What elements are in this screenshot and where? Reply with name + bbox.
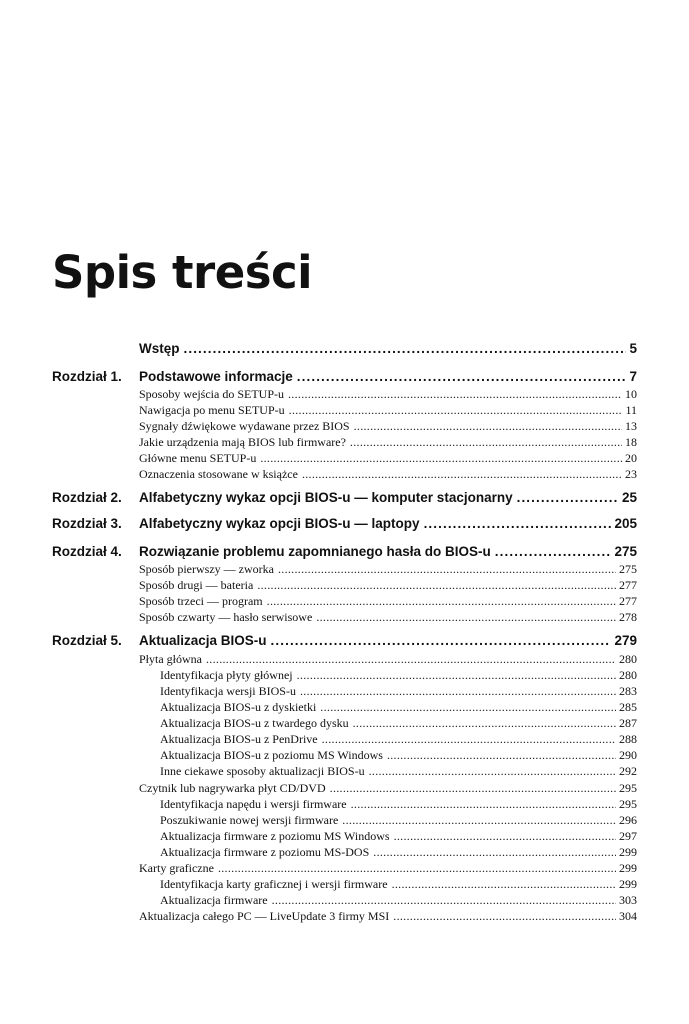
chapter-label: Rozdział 1. bbox=[52, 369, 122, 384]
dot-leader bbox=[320, 700, 616, 715]
toc-page-number: 292 bbox=[619, 764, 637, 778]
toc-chapter-entry bbox=[139, 544, 637, 559]
toc-subentry bbox=[160, 732, 637, 747]
dot-leader bbox=[260, 451, 622, 466]
dot-leader bbox=[271, 633, 612, 648]
dot-leader bbox=[288, 387, 622, 402]
toc-entry-title: Aktualizacja BIOS-u z poziomu MS Windows bbox=[160, 748, 383, 762]
dot-leader bbox=[387, 748, 616, 763]
toc-subentry bbox=[139, 403, 637, 418]
toc-page-number: 5 bbox=[629, 341, 637, 356]
toc-entry-title: Czytnik lub nagrywarka płyt CD/DVD bbox=[139, 781, 326, 795]
toc-page-number: 280 bbox=[619, 652, 637, 666]
toc-page-number: 205 bbox=[614, 516, 637, 531]
toc-subentry bbox=[160, 845, 637, 860]
dot-leader bbox=[272, 893, 616, 908]
toc-entry-title: Rozwiązanie problemu zapomnianego hasła do BIOS-u bbox=[139, 544, 491, 559]
dot-leader bbox=[517, 490, 619, 505]
toc-subentry bbox=[160, 764, 637, 779]
toc-subentry bbox=[160, 684, 637, 699]
toc-page-number: 297 bbox=[619, 829, 637, 843]
dot-leader bbox=[373, 845, 616, 860]
toc-page-number: 299 bbox=[619, 845, 637, 859]
toc-entry-title: Alfabetyczny wykaz opcji BIOS-u — laptopy bbox=[139, 516, 420, 531]
toc-page-number: 13 bbox=[625, 419, 637, 433]
toc-page-number: 279 bbox=[614, 633, 637, 648]
toc-entry-title: Identyfikacja napędu i wersji firmware bbox=[160, 797, 347, 811]
toc-entry-title: Aktualizacja BIOS-u bbox=[139, 633, 267, 648]
toc-page-number: 303 bbox=[619, 893, 637, 907]
toc-entry-title: Aktualizacja BIOS-u z dyskietki bbox=[160, 700, 317, 714]
chapter-label: Rozdział 3. bbox=[52, 516, 122, 531]
toc-subentry bbox=[139, 435, 637, 450]
dot-leader bbox=[206, 652, 616, 667]
toc-page-number: 295 bbox=[619, 781, 637, 795]
toc-subentry bbox=[139, 562, 637, 577]
toc-subentry bbox=[160, 893, 637, 908]
dot-leader bbox=[342, 813, 616, 828]
dot-leader bbox=[297, 668, 616, 683]
toc-entry-title: Jakie urządzenia mają BIOS lub firmware? bbox=[139, 435, 346, 449]
chapter-label: Rozdział 4. bbox=[52, 544, 122, 559]
toc-entry-title: Karty graficzne bbox=[139, 861, 214, 875]
toc-entry-title: Aktualizacja całego PC — LiveUpdate 3 firmy MSI bbox=[139, 909, 390, 923]
toc-page-number: 299 bbox=[619, 877, 637, 891]
toc-entry-title: Poszukiwanie nowej wersji firmware bbox=[160, 813, 339, 827]
toc-subentry bbox=[160, 829, 637, 844]
toc-subentry bbox=[160, 668, 637, 683]
toc-subentry bbox=[139, 652, 637, 667]
toc-entry-title: Identyfikacja wersji BIOS-u bbox=[160, 684, 296, 698]
toc-subentry bbox=[139, 419, 637, 434]
toc-subentry bbox=[160, 813, 637, 828]
dot-leader bbox=[392, 877, 616, 892]
toc-page-number: 20 bbox=[625, 451, 637, 465]
toc-subentry bbox=[160, 748, 637, 763]
toc-chapter-entry bbox=[139, 341, 637, 356]
toc-subentry bbox=[139, 594, 637, 609]
toc-entry-title: Główne menu SETUP-u bbox=[139, 451, 257, 465]
toc-page-number: 278 bbox=[619, 610, 637, 624]
dot-leader bbox=[394, 829, 616, 844]
toc-entry-title: Podstawowe informacje bbox=[139, 369, 293, 384]
toc-subentry bbox=[139, 467, 637, 482]
toc-entry-title: Aktualizacja firmware bbox=[160, 893, 268, 907]
toc-chapter-entry bbox=[139, 633, 637, 648]
toc-subentry bbox=[139, 861, 637, 876]
toc-entry-title: Sposób pierwszy — zworka bbox=[139, 562, 274, 576]
dot-leader bbox=[351, 797, 616, 812]
toc-subentry bbox=[160, 877, 637, 892]
toc-entry-title: Nawigacja po menu SETUP-u bbox=[139, 403, 285, 417]
toc-subentry bbox=[139, 781, 637, 796]
toc-chapter-entry bbox=[139, 369, 637, 384]
toc-page-number: 25 bbox=[621, 490, 637, 505]
toc-subentry bbox=[139, 909, 637, 924]
toc-chapter-entry bbox=[139, 516, 637, 531]
dot-leader bbox=[300, 684, 616, 699]
toc-entry-title: Inne ciekawe sposoby aktualizacji BIOS-u bbox=[160, 764, 365, 778]
dot-leader bbox=[354, 419, 622, 434]
dot-leader bbox=[267, 594, 616, 609]
toc-entry-title: Wstęp bbox=[139, 341, 180, 356]
toc-entry-title: Aktualizacja BIOS-u z PenDrive bbox=[160, 732, 318, 746]
toc-entry-title: Sposób trzeci — program bbox=[139, 594, 263, 608]
dot-leader bbox=[393, 909, 616, 924]
chapter-label: Rozdział 5. bbox=[52, 633, 122, 648]
dot-leader bbox=[369, 764, 616, 779]
toc-page-number: 280 bbox=[619, 668, 637, 682]
toc-entry-title: Alfabetyczny wykaz opcji BIOS-u — komputer stacjonarny bbox=[139, 490, 513, 505]
toc-page-number: 295 bbox=[619, 797, 637, 811]
table-of-contents bbox=[52, 0, 637, 1024]
toc-page-number: 288 bbox=[619, 732, 637, 746]
toc-entry-title: Sposoby wejścia do SETUP-u bbox=[139, 387, 284, 401]
toc-entry-title: Sygnały dźwiękowe wydawane przez BIOS bbox=[139, 419, 350, 433]
toc-entry-title: Aktualizacja firmware z poziomu MS-DOS bbox=[160, 845, 370, 859]
toc-subentry bbox=[139, 578, 637, 593]
dot-leader bbox=[330, 781, 616, 796]
toc-page-number: 18 bbox=[625, 435, 637, 449]
dot-leader bbox=[350, 435, 622, 450]
toc-entry-title: Identyfikacja karty graficznej i wersji firmware bbox=[160, 877, 388, 891]
toc-page-number: 283 bbox=[619, 684, 637, 698]
dot-leader bbox=[322, 732, 616, 747]
dot-leader bbox=[316, 610, 616, 625]
toc-page-number: 304 bbox=[619, 909, 637, 923]
toc-subentry bbox=[160, 716, 637, 731]
toc-page-number: 277 bbox=[619, 594, 637, 608]
dot-leader bbox=[495, 544, 612, 559]
toc-subentry bbox=[139, 610, 637, 625]
toc-page-number: 7 bbox=[629, 369, 637, 384]
toc-page-number: 275 bbox=[614, 544, 637, 559]
chapter-label: Rozdział 2. bbox=[52, 490, 122, 505]
toc-entry-title: Sposób czwarty — hasło serwisowe bbox=[139, 610, 313, 624]
toc-subentry bbox=[160, 700, 637, 715]
toc-page-number: 299 bbox=[619, 861, 637, 875]
toc-entry-title: Identyfikacja płyty głównej bbox=[160, 668, 293, 682]
dot-leader bbox=[289, 403, 623, 418]
toc-entry-title: Sposób drugi — bateria bbox=[139, 578, 254, 592]
toc-page-number: 290 bbox=[619, 748, 637, 762]
toc-page-number: 23 bbox=[625, 467, 637, 481]
toc-page-number: 285 bbox=[619, 700, 637, 714]
toc-chapter-entry bbox=[139, 490, 637, 505]
toc-page-number: 287 bbox=[619, 716, 637, 730]
dot-leader bbox=[218, 861, 616, 876]
toc-subentry bbox=[139, 387, 637, 402]
toc-page-number: 296 bbox=[619, 813, 637, 827]
toc-entry-title: Płyta główna bbox=[139, 652, 202, 666]
toc-entry-title: Aktualizacja BIOS-u z twardego dysku bbox=[160, 716, 349, 730]
toc-page-number: 10 bbox=[625, 387, 637, 401]
toc-page-number: 11 bbox=[625, 403, 637, 417]
dot-leader bbox=[424, 516, 612, 531]
toc-entry-title: Aktualizacja firmware z poziomu MS Windows bbox=[160, 829, 390, 843]
toc-subentry bbox=[139, 451, 637, 466]
dot-leader bbox=[297, 369, 627, 384]
dot-leader bbox=[278, 562, 616, 577]
dot-leader bbox=[302, 467, 622, 482]
toc-page-number: 277 bbox=[619, 578, 637, 592]
page-title: Spis treści bbox=[52, 246, 313, 299]
dot-leader bbox=[257, 578, 616, 593]
toc-entry-title: Oznaczenia stosowane w książce bbox=[139, 467, 298, 481]
toc-subentry bbox=[160, 797, 637, 812]
dot-leader bbox=[353, 716, 616, 731]
dot-leader bbox=[184, 341, 627, 356]
toc-page-number: 275 bbox=[619, 562, 637, 576]
